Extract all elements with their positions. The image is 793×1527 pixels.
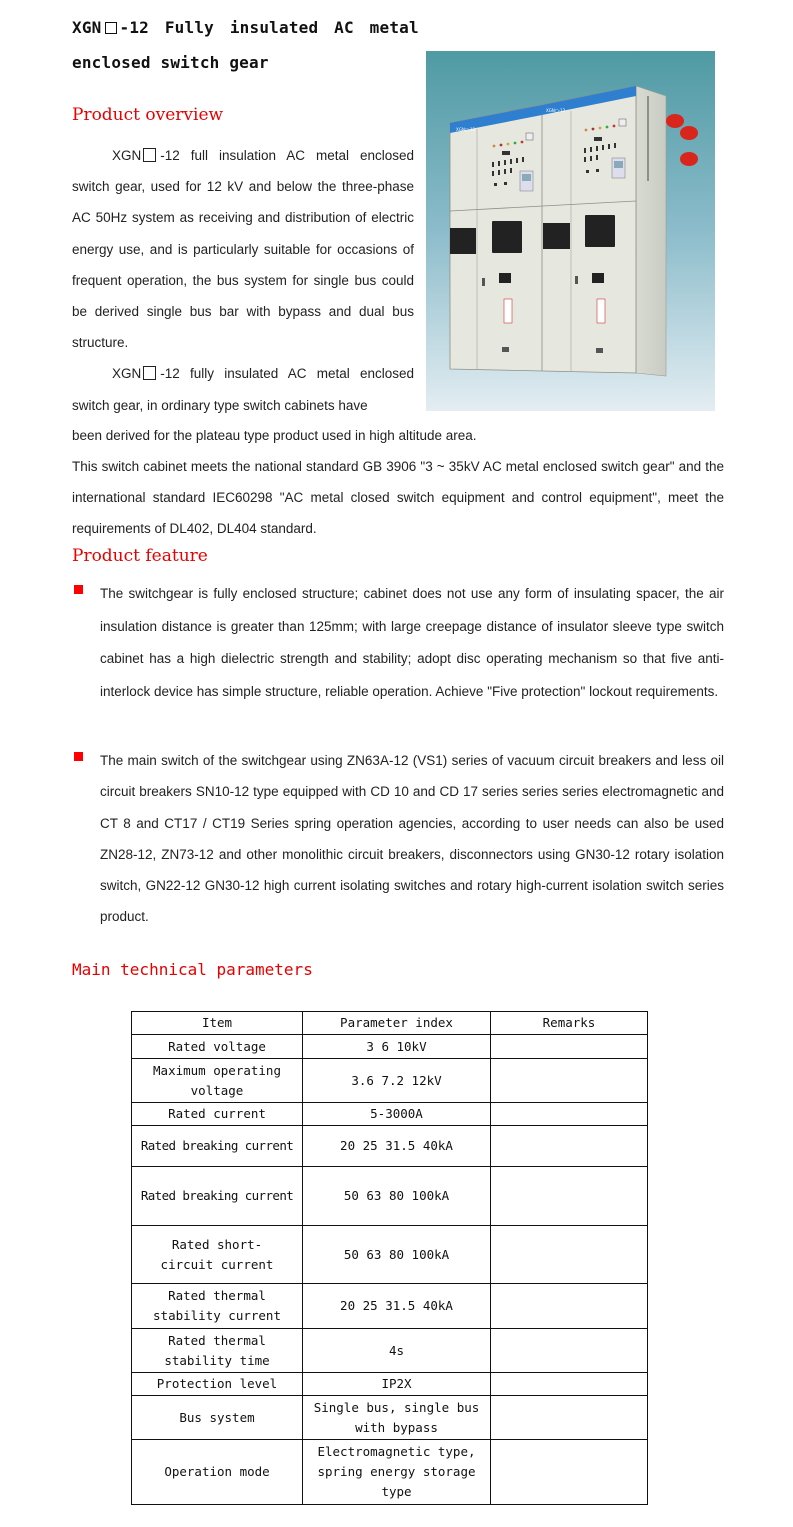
overview-paragraph-2: [72, 358, 414, 420]
cell-item: Rated breaking current: [132, 1126, 303, 1167]
column-header-parameter: Parameter index: [303, 1012, 491, 1035]
model-prefix: XGN: [112, 366, 142, 382]
table-row: [132, 1103, 648, 1126]
placeholder-square-icon: [105, 22, 117, 34]
parameters-table: [131, 1011, 648, 1505]
table-row: [132, 1440, 648, 1505]
table-row: [132, 1035, 648, 1059]
cell-item: Operation mode: [132, 1440, 303, 1505]
column-header-remarks: Remarks: [491, 1012, 648, 1035]
overview-paragraph-2-continued: been derived for the plateau type product used in high altitude area.: [72, 428, 477, 443]
cell-value: 50 63 80 100kA: [303, 1167, 491, 1226]
table-row: [132, 1284, 648, 1329]
cell-value: 3.6 7.2 12kV: [303, 1059, 491, 1103]
product-image: [426, 51, 715, 411]
table-row: [132, 1059, 648, 1103]
model-prefix: XGN: [112, 148, 142, 163]
page-title-line1: [72, 18, 419, 37]
cell-item: Rated breaking current: [132, 1167, 303, 1226]
overview-paragraph-3: This switch cabinet meets the national standard GB 3906 "3 ~ 35kV AC metal enclosed switch gear" and the international standard IEC60298 "AC metal closed switch equipment and control equipment", meet the requirements of DL402, DL404 standard.: [72, 459, 724, 536]
cell-remarks: [491, 1059, 648, 1103]
table-row: [132, 1373, 648, 1396]
placeholder-square-icon: [143, 148, 156, 162]
red-square-bullet-icon: [74, 752, 83, 761]
table-row: [132, 1126, 648, 1167]
params-heading: Main technical parameters: [72, 960, 313, 979]
cell-value: 20 25 31.5 40kA: [303, 1126, 491, 1167]
paragraph-text: -12 full insulation AC metal enclosed switch gear, used for 12 kV and below the three-phase AC 50Hz system as receiving and distribution of electric energy use, and is particularly suitable for occasions of frequent operation, the bus system for single bus could be derived single bus bar with bypass and dual bus structure.: [72, 148, 414, 351]
feature-heading: Product feature: [72, 546, 208, 566]
feature-item-text: The switchgear is fully enclosed structure; cabinet does not use any form of insulating spacer, the air insulation distance is greater than 125mm; with large creepage distance of insulator sleeve type switch cabinet has a high dielectric strength and stability; adopt disc operating mechanism so that five anti-interlock device has simple structure, reliable operation. Achieve "Five protection" lockout requirements.: [100, 586, 724, 699]
title-text: -12 Fully insulated AC metal: [119, 18, 419, 37]
feature-item: [72, 578, 724, 708]
svg-text:XGN□-12: XGN□-12: [456, 127, 476, 132]
cell-value: 4s: [303, 1329, 491, 1373]
red-square-bullet-icon: [74, 585, 83, 594]
cell-item: Rated voltage: [132, 1035, 303, 1059]
cell-remarks: [491, 1440, 648, 1505]
table-row: [132, 1167, 648, 1226]
cell-item: Protection level: [132, 1373, 303, 1396]
cell-remarks: [491, 1329, 648, 1373]
cell-value: Electromagnetic type, spring energy storage type: [303, 1440, 491, 1505]
feature-item-text: The main switch of the switchgear using ZN63A-12 (VS1) series of vacuum circuit breakers and less oil circuit breakers SN10-12 type equipped with CD 10 and CD 17 series series series electromagnetic and CT 8 and CT17 / CT19 Series spring operation agencies, according to user needs can also be used ZN28-12, ZN73-12 and other monolithic circuit breakers, disconnectors using GN30-12 rotary isolation switch, GN22-12 GN30-12 high current isolating switches and rotary high-current isolation switch series product.: [100, 753, 724, 925]
cell-item: Rated current: [132, 1103, 303, 1126]
page-title-line2: enclosed switch gear: [72, 53, 269, 72]
cell-item: Rated thermal stability current: [132, 1284, 303, 1329]
placeholder-square-icon: [143, 366, 156, 380]
cell-item: Maximum operating voltage: [132, 1059, 303, 1103]
cell-item: Rated short-circuit current: [132, 1226, 303, 1284]
cell-value: Single bus, single bus with bypass: [303, 1396, 491, 1440]
overview-text: [72, 140, 414, 421]
svg-text:XGN□-12: XGN□-12: [546, 108, 566, 113]
table-header-row: [132, 1012, 648, 1035]
feature-item: [72, 745, 724, 933]
table-row: [132, 1329, 648, 1373]
title-model-prefix: XGN: [72, 18, 102, 37]
overview-text-continued: [72, 420, 724, 544]
cell-value: IP2X: [303, 1373, 491, 1396]
cell-remarks: [491, 1035, 648, 1059]
overview-paragraph-1: [72, 140, 414, 358]
cell-value: 3 6 10kV: [303, 1035, 491, 1059]
column-header-item: Item: [132, 1012, 303, 1035]
cell-remarks: [491, 1284, 648, 1329]
cell-remarks: [491, 1396, 648, 1440]
cell-remarks: [491, 1226, 648, 1284]
cell-value: 50 63 80 100kA: [303, 1226, 491, 1284]
cell-remarks: [491, 1167, 648, 1226]
cell-remarks: [491, 1103, 648, 1126]
cell-value: 5-3000A: [303, 1103, 491, 1126]
table-row: [132, 1396, 648, 1440]
table-row: [132, 1226, 648, 1284]
overview-heading: Product overview: [72, 105, 224, 125]
cell-item: Bus system: [132, 1396, 303, 1440]
cell-remarks: [491, 1373, 648, 1396]
cell-item: Rated thermal stability time: [132, 1329, 303, 1373]
cell-value: 20 25 31.5 40kA: [303, 1284, 491, 1329]
cell-remarks: [491, 1126, 648, 1167]
paragraph-text: -12 fully insulated AC metal enclosed switch gear, in ordinary type switch cabinets have: [72, 366, 414, 413]
